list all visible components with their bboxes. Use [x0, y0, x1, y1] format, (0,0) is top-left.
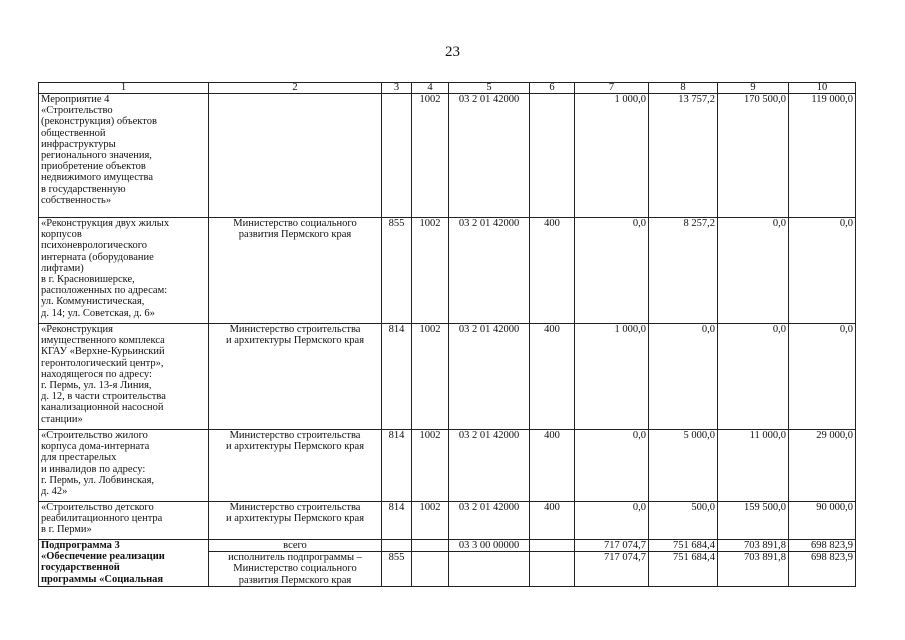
page-number: 23 — [445, 44, 460, 60]
subprogram-total-row — [39, 540, 856, 552]
amount-year-1-cell: 0,0 — [575, 430, 649, 502]
amount-year-3-cell: 159 500,0 — [718, 502, 789, 540]
section-code-cell: 1002 — [412, 502, 449, 540]
column-number: 4 — [412, 83, 449, 94]
target-article-cell: 03 2 01 42000 — [449, 430, 530, 502]
expense-type-cell — [530, 540, 575, 552]
amount-year-4-cell: 119 000,0 — [789, 94, 856, 218]
amount-year-4-cell: 29 000,0 — [789, 430, 856, 502]
amount-year-3-cell: 11 000,0 — [718, 430, 789, 502]
target-article-cell: 03 3 00 00000 — [449, 540, 530, 552]
amount-year-2-cell: 751 684,4 — [649, 552, 718, 587]
amount-year-2-cell: 8 257,2 — [649, 218, 718, 324]
expense-type-cell: 400 — [530, 218, 575, 324]
amount-year-3-cell: 0,0 — [718, 324, 789, 430]
amount-year-2-cell: 5 000,0 — [649, 430, 718, 502]
executor-cell: Министерство строительства и архитектуры Пермского края — [209, 502, 382, 540]
column-number: 2 — [209, 83, 382, 94]
column-number: 8 — [649, 83, 718, 94]
column-number: 5 — [449, 83, 530, 94]
amount-year-2-cell: 500,0 — [649, 502, 718, 540]
executor-cell: Министерство строительства и архитектуры Пермского края — [209, 430, 382, 502]
executor-cell: исполнитель подпрограммы – Министерство социального развития Пермского края — [209, 552, 382, 587]
amount-year-1-cell: 717 074,7 — [575, 552, 649, 587]
amount-year-3-cell: 703 891,8 — [718, 552, 789, 587]
amount-year-4-cell: 90 000,0 — [789, 502, 856, 540]
table-row — [39, 502, 856, 540]
executor-cell: всего — [209, 540, 382, 552]
column-number: 1 — [39, 83, 209, 94]
amount-year-1-cell: 1 000,0 — [575, 94, 649, 218]
column-number: 7 — [575, 83, 649, 94]
amount-year-4-cell: 0,0 — [789, 324, 856, 430]
measure-name-cell: «Реконструкция имущественного комплекса КГАУ «Верхне-Курьинский геронтологический центр», находящегося по адресу: г. Пермь, ул. 13-я Линия, д. 12, в части строительства канализационной насосной станции» — [39, 324, 209, 430]
executor-cell: Министерство социального развития Пермского края — [209, 218, 382, 324]
grbs-code-cell — [382, 540, 412, 552]
budget-table — [38, 82, 856, 587]
expense-type-cell: 400 — [530, 430, 575, 502]
grbs-code-cell: 814 — [382, 324, 412, 430]
section-code-cell — [412, 540, 449, 552]
expense-type-cell: 400 — [530, 502, 575, 540]
column-number: 9 — [718, 83, 789, 94]
target-article-cell: 03 2 01 42000 — [449, 94, 530, 218]
grbs-code-cell: 814 — [382, 502, 412, 540]
column-number-row — [39, 83, 856, 94]
section-code-cell: 1002 — [412, 324, 449, 430]
grbs-code-cell: 855 — [382, 218, 412, 324]
section-code-cell: 1002 — [412, 430, 449, 502]
target-article-cell: 03 2 01 42000 — [449, 324, 530, 430]
target-article-cell: 03 2 01 42000 — [449, 502, 530, 540]
table-row — [39, 218, 856, 324]
amount-year-1-cell: 1 000,0 — [575, 324, 649, 430]
expense-type-cell — [530, 552, 575, 587]
column-number: 3 — [382, 83, 412, 94]
measure-name-cell: «Реконструкция двух жилых корпусов психоневрологического интерната (оборудование лифтами) в г. Красновишерске, расположенных по адресам: ул. Коммунистическая, д. 14; ул. Советская, д. 6» — [39, 218, 209, 324]
table-row — [39, 430, 856, 502]
target-article-cell: 03 2 01 42000 — [449, 218, 530, 324]
amount-year-2-cell: 0,0 — [649, 324, 718, 430]
amount-year-4-cell: 698 823,9 — [789, 552, 856, 587]
section-code-cell — [412, 552, 449, 587]
target-article-cell — [449, 552, 530, 587]
grbs-code-cell: 814 — [382, 430, 412, 502]
column-number: 10 — [789, 83, 856, 94]
executor-cell: Министерство строительства и архитектуры Пермского края — [209, 324, 382, 430]
amount-year-4-cell: 0,0 — [789, 218, 856, 324]
amount-year-2-cell: 13 757,2 — [649, 94, 718, 218]
table-row — [39, 324, 856, 430]
column-number: 6 — [530, 83, 575, 94]
expense-type-cell — [530, 94, 575, 218]
amount-year-3-cell: 0,0 — [718, 218, 789, 324]
measure-name-cell: «Строительство жилого корпуса дома-интерната для престарелых и инвалидов по адресу: г. Пермь, ул. Лобвинская, д. 42» — [39, 430, 209, 502]
subprogram-name-cell: Подпрограмма 3 «Обеспечение реализации государственной программы «Социальная — [39, 540, 209, 587]
amount-year-3-cell: 703 891,8 — [718, 540, 789, 552]
amount-year-2-cell: 751 684,4 — [649, 540, 718, 552]
amount-year-4-cell: 698 823,9 — [789, 540, 856, 552]
measure-name-cell: Мероприятие 4 «Строительство (реконструкция) объектов общественной инфраструктуры регионального значения, приобретение объектов недвижимого имущества в государственную собственность» — [39, 94, 209, 218]
amount-year-1-cell: 717 074,7 — [575, 540, 649, 552]
amount-year-3-cell: 170 500,0 — [718, 94, 789, 218]
grbs-code-cell — [382, 94, 412, 218]
table-row — [39, 94, 856, 218]
grbs-code-cell: 855 — [382, 552, 412, 587]
expense-type-cell: 400 — [530, 324, 575, 430]
section-code-cell: 1002 — [412, 94, 449, 218]
measure-name-cell: «Строительство детского реабилитационного центра в г. Перми» — [39, 502, 209, 540]
amount-year-1-cell: 0,0 — [575, 218, 649, 324]
executor-cell — [209, 94, 382, 218]
section-code-cell: 1002 — [412, 218, 449, 324]
amount-year-1-cell: 0,0 — [575, 502, 649, 540]
